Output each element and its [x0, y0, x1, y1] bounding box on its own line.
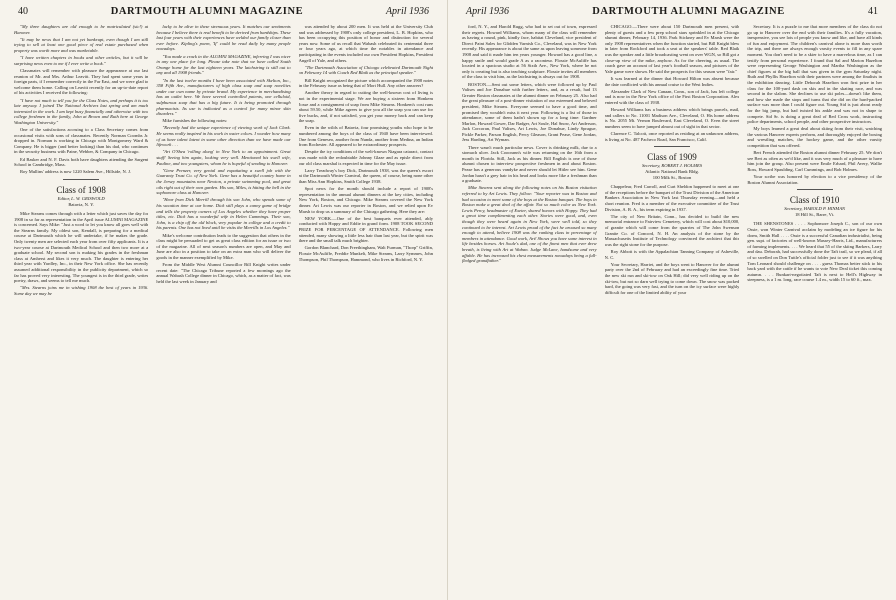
paragraph: Classmates will remember with pleasure the appearance at our last reunion of Mr. and Mrs. Arthur Leavitt. They had spent some years in foreign parts, if I remember correctly in the Far East, and we were glad to welcome them home. Calling on Leavitt recently for an up-to-date report of his activities I received the following:	[14, 67, 149, 96]
paragraph: NEW YORK.—One of the best banquets ever attended, ably conducted with Hoppy and Eddie in grand form. 1908 TOOK SECOND PRIZE FOR PERCENTAGE OF ATTENDANCE. Following men attended, many showing a little less hair than last year, but the spirit was there and the small talk much brighter.	[298, 215, 433, 244]
paragraph: "Recently had the unique experience of viewing work of Jack Clark. He seems really inspired in his work in water colors. I wonder how many of us have talent latent in some other direction than we have made our lifework . . .	[156, 125, 291, 148]
paragraph: "Mrs. Stearns joins me in wishing 1908 the best of years in 1936. Some day we may be	[14, 285, 149, 296]
issue-date: April 1936	[466, 6, 510, 17]
class-address: Batavia, N. Y.	[68, 202, 94, 207]
paragraph: lucky to be alive in these strenuous years. It matches our sentiments because I believe there is real benefit to be derived from hardships. These last four years with their experiences have welded our family closer than ever before. Kipling's poem, 'If' could be read daily by many people nowadays.	[156, 24, 291, 52]
paragraph: It was learned at the dinner that Howard Hilton was absent because the date conflicted with his annual cruise to the West Indies.	[604, 75, 740, 87]
paragraph: ford, N. Y., and Harold Rugg, who had to set out of town, expressed their regrets. Howard Williams, whom many of the class will remember as having a round, pink, kindly face, habitat Cleveland, vice president of Direct Paint Sales for Glidden Varnish Co., Cleveland, was in New York recently. His appearance is about the same as upon leaving someone from 1908 and said it made him ten years younger. Howard has a good line, a happy smile and would grade A as a raconteur. Flossie McAuliffe has located in a spacious studio at 56 Sixth Ave., New York, where he not only is creating but is also teaching sculpture. Flossie invites all members of the class to visit him, as the latchstring is always out for 1908.	[462, 24, 597, 80]
paragraph: Bert French attended the Boston alumni dinner February 25. We don't see Bert as often as we'd like, and it was very much of a pleasure to have him join the group. Also present were Emile Erhard, Phil Avery, Wallie Ross, Howard Spaulding, Carl Cummings, and Bob Holmes.	[747, 150, 883, 173]
paragraph: Alexander Clark of New Canaan, Conn., son of Jack, has left college and is now in the New York office of the First Boston Corporation. Alex entered with the class of 1938.	[604, 88, 740, 105]
column-2	[156, 24, 290, 596]
column-body	[605, 24, 740, 142]
paragraph: The city of New Britain, Conn., has decided to build the new memorial entrance to Fairview Cemetery, which will cost about $10,000, of granite which will come from the quarries of The John Swenson Granite Co. of Concord, N. H. An analysis of the stone by the Massachusetts Institute of Technology convinced the architect that this was the right stone for the purpose.	[604, 213, 740, 247]
paragraph: From the Middle West Alumni Councillor Bill Knight writes under recent date: "The Chicago Tribune reported a few mornings ago the annual Wabash College dinner in Chicago, which, as a matter of fact, was held the last week in January and	[156, 262, 291, 284]
paragraph: "My three daughters are old enough to be matriculated (sic!) at Hanover.	[14, 24, 149, 35]
paragraph: There wasn't much particular news. Cover is drinking milk, due to a stomach ulcer. Jack Cooorann's wife was returning on the 16th from a month in Florida. Still, Jack as his dinner. Bill English is one of those alumni chosen to interview prospective freshmen in and about Boston. Pease has a generous vandyke and never should let Hitler see him. Gene Jordan hasn't a grey hair in his head and looks more like a freshman than a graduate.	[462, 144, 597, 184]
paragraph: Roy Mullins' address is now 1220 Salem Ave., Hillside, N. J.	[20, 169, 131, 175]
column-3	[299, 24, 433, 596]
column-group	[462, 24, 882, 596]
paragraph: Chappelear, Fred Carroll, and Curt Sheldon happened to meet at one of the receptions before the banquet of the Trust Division of the American Bankers Association in New York last Thursday evening—and held a short reunion. Fred is a member of the executive committee of the Trust Division, A. B. A., his term expiring in 1937.	[604, 184, 740, 212]
paragraph: BOSTON.—Sent out some letters, which were followed up by Paul Valises and Joe Donahue with further letters, and, as a result, had 13 Greater Boston classmates at the alumni dinner on February 25. Also had the great pleasure of a post-dinner visitation of our esteemed and beloved president, Mike Stearns. Everyone seemed to have a good time, and promised they wouldn't miss it next year. Following is a list of those in attendance, some of them hadn't shown up for a long time: Gardner Marlon, Howard Gower, Dar Badger, Art Soule, Hal Snow, Art Anderson, Jack Corcoran, Paul Valises, Art Lewis, Joe Donahue, Lindy Sprague, Pickle Parker, Parson English, Percy Gleason, Grant Pease, Gene Jordan, Jess Harding, Art Wyman.	[462, 81, 597, 143]
paragraph: Larry Treadway's boy Dick, Dartmouth 1938, was the queen's escort at the Dartmouth Winter Carnival, the queen, of course, being none other than Miss Ann Hopkins, Smith College 1938.	[298, 167, 433, 184]
magazine-title: DARTMOUTH ALUMNI MAGAZINE	[592, 6, 785, 17]
class-heading	[14, 185, 148, 208]
paragraph: "The Dartmouth Association of Chicago celebrated Dartmouth Night on February 14 with Coach Red Blaik as the principal speaker."	[298, 64, 433, 76]
paragraph: Secretary. It is a puzzle to me that more members of the class do not go up to Hanover over the end with their families. It's a fully vacation, inexpensive, you see lots of people you know and like, and have all kinds of fun and enjoyment. The children's carnival alone is more than worth the trip, and there are always enough varsity events to fill in any spare moment. You don't need to be a skier to have a marvelous time, as I can testify from personal experience. I found that Sal and Marion Hazelton were representing George Washington and Martha Washington as the chief figures at the big ball that was given in the gym Saturday night. Ruth and Phyllis Hazelton with their partners were among the finalists in the exhibition dancing. Little Deborah Hazelton won first prize in her class for the 100-yard dash on skis and in the skating race, and was second in the slalom. She declines to use ski poles—doesn't like them, and how she made the stops and turns that she did on the hard-packed surface was more than I could figure out. Young Sid is just about ready for the big jump, but had twisted his ankle and was not in shape to compete. Sid Sr. is doing a great deal of Red Cross work, instructing police departments, school people, and other prospective instructors.	[747, 24, 883, 125]
class-heading	[605, 152, 740, 181]
paragraph: "You made a crack in the ALUMNI MAGAZINE, inferring I was nicer in any one place for long. Please take note that we have called South Orange home for the last eighteen years. The latchstring is still out to any and all 1908 friends."	[156, 53, 291, 76]
paragraph: "Art O'Shea 'rolling along' in New York to an appointment. Great stuff! Seeing him again, looking very well. Mentioned his swell wife, Pauline, and two youngsters, whom he is hopeful of sending to Hanover.	[156, 149, 291, 166]
page-header	[18, 6, 429, 22]
paragraph: Despite the icy conditions of the welt-known Niagara cataract, contact was made with the redoubtable Johnny Glaze and as episle direct from our old class marshal is expected in time for the May issue.	[298, 149, 433, 166]
class-editor: Editor, L. W. GRISWOLD	[57, 196, 105, 201]
paragraph: Mike Stearns sent along the following notes on his Boston visitation referred to by Art Lewis. They follow: "Your reporter was in Boston and had occasion to meet some of the boys at the Boston banquet. The boys in Boston make a great deal of the affair. Not so much color as New York. Lewis Percy, headmaster of Exeter, shared honors with Hoppy. They had a great time complimenting each other. Stories were good, and, even though they were heard again in New York, were well told, so they continued to be interest. Art Lewis proud of the fact he aroused so many enough to attend, believe 1908 was the ranking class in percentage of members in attendance. Good work, Art! Shows you have some interest in life besides horses. Art Soule's dad, one of the finest men that ever drew breath, is living with Art at Waban. Judge McLane, handsome and very affable. He has increased his chest measurements nowadays being a full-fledged grandfather."	[462, 185, 597, 264]
column-1	[462, 24, 597, 596]
paragraph: Mike furnishes the following notes:	[162, 118, 228, 124]
paragraph: Your scribe was honored by election to a vice presidency of the Boston Alumni Association.	[747, 174, 883, 185]
column-body	[605, 184, 740, 295]
class-title: Class of 1908	[56, 185, 106, 195]
paragraph: Clarence C. Talcott, once reported as residing at an unknown address, is living at No. 487 Pacheco Road, San Francisco, Calif.	[604, 131, 740, 142]
column-body	[747, 221, 882, 283]
class-secretary: Secretary, ROBERT J. HOLMES	[641, 163, 703, 169]
class-heading	[747, 195, 882, 218]
paragraph: "I have written chapters in books and other articles, but it will be surprising news even to me if I ever write a book."	[14, 55, 149, 66]
right-page	[448, 0, 896, 600]
paragraph: CHICAGO.—There were about 150 Dartmouth men present, with plenty of guests and a few prep school stars sprinkled in at the Chicago alumni dinner, February 14, 1936. Park Stickney and Ev Marsh were the only 1908 representatives when the function started, but Bill Knight blew in later from Rockford and took a seat at the speakers' table. Red Blaik was the speaker and a little broadcasting went on over WGN, so Bill got a close-up view of the mike, anyhow. As for the cheering, as usual. The coach gave an account of last year's football season, and pictures of the Yale game were shown. He said the prospects for this season were "fair."	[604, 24, 740, 74]
column-body	[156, 24, 290, 284]
section-divider	[63, 179, 99, 180]
magazine-title: DARTMOUTH ALUMNI MAGAZINE	[110, 6, 304, 17]
class-secretary: Secretary, HAROLD P. HINMAN	[784, 206, 846, 212]
paragraph: "Gene Prenzer, very genial and expatiating a swell job with the Guaranty Trust Co. of New York. Gene has a beautiful country home in the Jersey mountains near Newton, a private swimming pool, and great oils right out of their own garden. His son, Miles, is hitting the bell in the sophomore class at Hanover.	[156, 167, 291, 196]
paragraph: Spot news for the month should include a report of 1908's representation in the annual alumni dinners at the key cities, including New York, Boston, and Chicago. Mike Stearns covered the New York dinner. Art Lewis was our reporter in Boston, and we relied upon Ev Marsh to drop us a summary of the Chicago gathering. Here they are:	[298, 186, 433, 214]
page-number: 41	[868, 6, 878, 17]
column-1	[14, 24, 148, 596]
column-body	[747, 24, 882, 185]
class-address: Atlantic National Bank Bldg.	[645, 169, 699, 175]
column-2	[605, 24, 740, 596]
column-body	[299, 24, 433, 262]
issue-date: April 1936	[385, 6, 429, 17]
paragraph: "It may be news that I am not yet bankrupt, even though I am still trying to sell at least one good piece of real estate purchased when property was worth more and was marketable.	[14, 36, 149, 53]
paragraph: Even in the wilds of Batavia, four promising youths who hope to be numbered among the boys of the class of 1940 have been interviewed. One from Geneseo, another from Nunda, another from Medina, an Indian from Rochester. All appeared to be extraordinary prospects.	[298, 125, 433, 148]
class-address: 100 Milk St., Boston	[652, 175, 692, 181]
paragraph: Mike Stearns comes through with a letter which just saves the day for 1908 in so far as representation in the April issue ALUMNI MAGAZINE is concerned. Says Mike: "Just a word to let you know all goes well with the Stearns family. My oldest son, Kendall, is preparing for a medical course at Dartmouth which he will undertake, if he makes the grade. Only twenty men are selected each year from over fifty applicants. It is a two-year course at Dartmouth Medical School and then two more at a graduate school. My second son is making his grades in the freshman class at Amherst and likes it very much. The daughter is entering her third year with Yardley, Inc., in their New York office. She has recently assumed additional responsibility in the publicity department, which so far has proved very interesting. The youngest is in the third grade, writes poetry, draws, and seems to tell me much.	[14, 211, 149, 284]
class-title: Class of 1910	[789, 195, 840, 206]
paragraph: Mike's welcome contribution leads to the suggestion that others in the class might be persuaded to get as great class edition for an issue or two of the magazine. All of next season's numbers are open, and May and June are also in a position to take on an extra man who will deliver the goods in the manner exemplified by Mike.	[156, 232, 291, 260]
paragraph: "I have not much to tell you for the Class Notes, and perhaps it is too late anyway. I joined The National Archives last spring and am much interested in the work. I am kept busy financially and otherwise with two college freshmen in the family, John at Brown and Ruth here at George Washington University."	[14, 97, 149, 125]
column-body	[462, 24, 597, 264]
paragraph: Another theory in regard to cutting the well-known cost of living is not in the experimental stage. We are buying a sixteen from Honkem Josse and a consignment of soap from Mike Stearns. Honkem's cost runs about 59.50, while Mike agrees to give you all the soap you can use for five bucks, and, if not satisfied, you get your money back and can keep the soap.	[298, 90, 433, 124]
paragraph: Ed Basker and N. F. Davis both have daughters attending the Sargent School in Cambridge, Mass.	[14, 156, 149, 168]
page-header	[466, 6, 878, 22]
column-body	[14, 211, 148, 297]
class-title: Class of 1909	[647, 152, 697, 163]
paragraph: One of the satisfactions accruing to a Class Secretary comes from occasional visits with sons of classmates. Recently Norman Coombs Jr. dropped in. Norman is working in Chicago with Montgomery Ward & Company. He is bigger (and better looking) than his dad, who continues in the security business with Paine, Webber, & Company in Chicago.	[14, 127, 149, 155]
column-body	[14, 24, 148, 175]
paragraph: Bill Knight recognized the picture which accompanied the 1908 notes in the February issue as being that of Mort Hull. Any other answers?	[298, 77, 433, 89]
page-number: 40	[18, 6, 28, 17]
column-group	[14, 24, 433, 596]
paragraph: Gordon Blanchard, Don Freethingham, Walt Furman, "Thorp" Griffin, Flossie McAuliffe, Freddie Munkelt, Mike Stearns, Larry Symmes, John Thompson, Phil Thompson, Hammond, who lives in Richford, N. Y.	[298, 245, 433, 262]
paragraph: THE SHENSTONES . . . . Sophomore Joseph C., son of our own Ossie, won Winter Carnival acclaim by modeling an ice figure for his dorm, Smith Hall . . . . Ossie is a successful Canadian industrialist, being gen. supt. of factories of well-known Massey-Harris, Ltd., manufacturers of farming implements. . . . We heard that 55 of the skiing Barkers, Larry and dau. Deborah, had successfully done the Taft trail, so we plead, if all of so swelled on Don Tuttle's official folder just to see if it was anything Tom Leonard should challenge on . . . . guess Thomas better stick to his back yard with the cattle if he wants to vote New Deal ticket this coming autumn. . . . Bunkart-negotiated Taft is next to Hell's Highway in steepness, is a 1 m. long, race course 1.4 m., width 15 to 60 ft., max.	[747, 221, 883, 283]
paragraph: Howard Williams has a business address which brings parcels, mail, and callers to No. 11001 Madison Ave., Cleveland, O. His home address is No. 2055 Mt. Vernon Boulevard, East Cleveland, O. Even the street numbers seem to have jumped almost out of sight in that sector.	[604, 107, 740, 129]
paragraph: My boys learned a great deal about skiing from their visit, watching the various Hanover experts perform, and thoroughly enjoyed the boxing and wrestling matches, the hockey game, and the other varsity competition that was offered.	[747, 126, 883, 149]
column-3	[747, 24, 882, 596]
class-address: 18 Hill St., Barre, Vt.	[794, 212, 835, 218]
section-divider	[654, 146, 690, 147]
paragraph: was attended by about 200 men. It was held at the University Club and was addressed by 1908's only college president, L. B. Hopkins, who has been occupying this position of honor and distinction for several years now. Some of us recall that Wabash celebrated its centennial three or four years ago, at which time the notables in attendance and participating in the events included our own President Hopkins, President Angell of Yale, and others.	[298, 24, 433, 63]
paragraph: "In the last twelve months I have been associated with Skelton, Inc., 358 Fifth Ave., manufacturers of high class soap and soap novelties under our own name by private brand. My experience in merchandising has an outlet here. We have several controlled patents, one celluloid, sulphurous soap that has a big future. It is being promoted through pharmacists. Its use is indicated as a control for many minor skin disorders."	[156, 77, 291, 117]
paragraph: Your Secretary, Harriet, and the boys went to Hanover for the alumni party over the 2nd of February and had an exceedingly fine time. Tried the new ski run and ski-tow on Oak Hill; did very well riding up on the ski-tow, but not so darn well trying to come down. The snow was packed hard, the going was very fast, and the turn on the icy surface were highly difficult for one of the limited ability of your	[604, 261, 740, 295]
section-divider	[797, 189, 833, 190]
paragraph: Roy Abbott is with the Appalachian Tanning Company of Asheville, N. C.	[604, 248, 740, 260]
paragraph: "Hear from Dick Merrill through his son John, who spends some of his vacation time at our home. Dick still plays a canny game of bridge and tells the property owners of Los Angeles whether they have proper titles, etc. Dick has a wonderful wife in Helen Cummings. Their son, John, is a chip off the old block, very popular in college and a credit to his parents. One has not lived until he visits the Merrills in Los Angeles."	[156, 197, 291, 231]
